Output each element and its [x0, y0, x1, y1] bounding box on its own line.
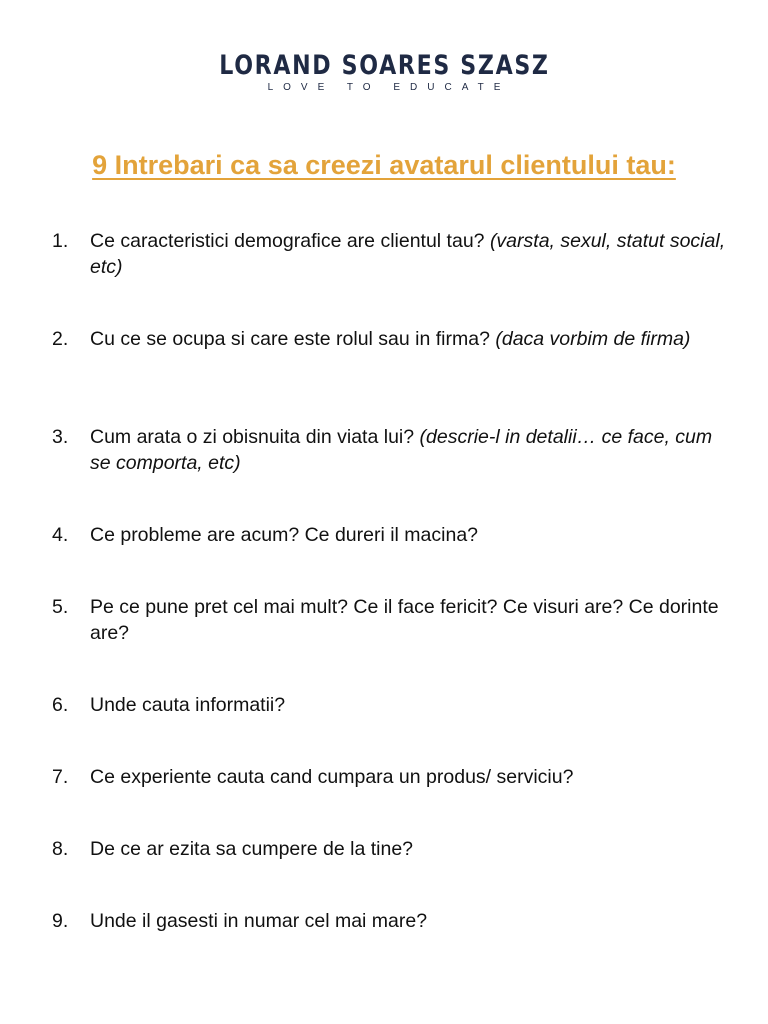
question-body	[90, 594, 730, 646]
question-text: Ce caracteristici demografice are clientul tau?	[90, 230, 490, 252]
question-number: 5.	[52, 596, 69, 618]
question-number: 3.	[52, 426, 69, 448]
question-text: Unde cauta informatii?	[90, 694, 286, 716]
page-title	[0, 148, 768, 182]
question-number: 9.	[52, 910, 69, 932]
brand-name: LORAND SOARES SZASZ	[218, 50, 550, 81]
question-body	[90, 764, 730, 790]
question-body	[90, 326, 730, 352]
question-body	[90, 424, 730, 476]
question-number: 7.	[52, 766, 69, 788]
question-note: (descrie-l in detalii… ce face, cum se comporta, etc)	[90, 426, 713, 474]
question-body	[90, 908, 730, 934]
question-number: 6.	[52, 694, 69, 716]
question-text: Ce experiente cauta cand cumpara un produs/ serviciu?	[90, 766, 574, 788]
question-text: Unde il gasesti in numar cel mai mare?	[90, 910, 428, 932]
question-text: Cu ce se ocupa si care este rolul sau in firma?	[90, 328, 496, 350]
question-note: (daca vorbim de firma)	[495, 328, 691, 350]
question-body	[90, 228, 730, 280]
question-body	[90, 836, 730, 862]
question-text: De ce ar ezita sa cumpere de la tine?	[90, 838, 414, 860]
question-text: Pe ce pune pret cel mai mult? Ce il face fericit? Ce visuri are? Ce dorinte are?	[90, 596, 719, 644]
question-number: 2.	[52, 328, 69, 350]
question-text: Ce probleme are acum? Ce dureri il macina?	[90, 524, 479, 546]
question-number: 4.	[52, 524, 69, 546]
question-body	[90, 522, 730, 548]
brand-tagline: LOVE TO EDUCATE	[267, 82, 511, 93]
question-note: (varsta, sexul, statut social, etc)	[90, 230, 726, 278]
question-text: Cum arata o zi obisnuita din viata lui?	[90, 426, 420, 448]
question-number: 8.	[52, 838, 69, 860]
question-number: 1.	[52, 230, 69, 252]
question-body	[90, 692, 730, 718]
brand-header	[0, 50, 768, 94]
page-title-text: 9 Intrebari ca sa creezi avatarul clientului tau:	[92, 150, 676, 180]
